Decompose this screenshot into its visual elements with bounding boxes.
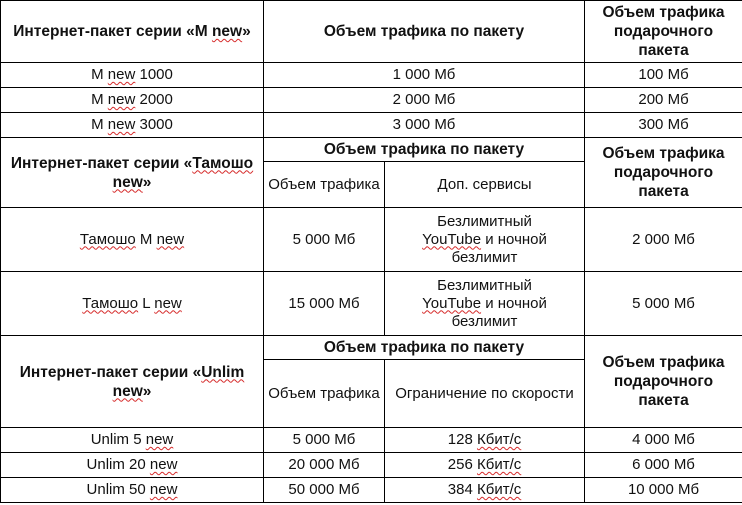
table-row <box>1 63 742 88</box>
package-name: Unlim 20 new <box>1 453 264 478</box>
table-row <box>1 272 742 336</box>
section3-package-header: Интернет-пакет серии «Unlim new» <box>1 336 264 428</box>
section1-header-row <box>1 1 742 63</box>
package-name: M new 2000 <box>1 88 264 113</box>
traffic-value: 5 000 Мб <box>264 428 385 453</box>
section2-traffic-group-header: Объем трафика по пакету <box>264 138 585 162</box>
section2-package-header: Интернет-пакет серии «Тамошо new» <box>1 138 264 208</box>
services-value: Безлимитный YouTube и ночной безлимит <box>385 272 585 336</box>
gift-value: 200 Мб <box>585 88 742 113</box>
speed-value: 128 Кбит/с <box>385 428 585 453</box>
traffic-value: 50 000 Мб <box>264 478 385 503</box>
section1-gift-header: Объем трафика подарочного пакета <box>585 1 742 63</box>
gift-value: 5 000 Мб <box>585 272 742 336</box>
section2-services-subheader: Доп. сервисы <box>385 162 585 208</box>
package-name: M new 3000 <box>1 113 264 138</box>
gift-value: 300 Мб <box>585 113 742 138</box>
gift-value: 100 Мб <box>585 63 742 88</box>
gift-value: 4 000 Мб <box>585 428 742 453</box>
section1-package-header: Интернет-пакет серии «М new» <box>1 1 264 63</box>
package-name: Unlim 5 new <box>1 428 264 453</box>
package-name: M new 1000 <box>1 63 264 88</box>
section2-traffic-subheader: Объем трафика <box>264 162 385 208</box>
table-row <box>1 453 742 478</box>
table-row <box>1 478 742 503</box>
traffic-value: 1 000 Мб <box>264 63 585 88</box>
traffic-value: 20 000 Мб <box>264 453 385 478</box>
section3-header-row <box>1 336 742 360</box>
speed-value: 256 Кбит/с <box>385 453 585 478</box>
table-row <box>1 88 742 113</box>
section3-traffic-group-header: Объем трафика по пакету <box>264 336 585 360</box>
package-name: Unlim 50 new <box>1 478 264 503</box>
section3-traffic-subheader: Объем трафика <box>264 360 385 428</box>
package-name: Тамошо M new <box>1 208 264 272</box>
speed-value: 384 Кбит/с <box>385 478 585 503</box>
traffic-value: 2 000 Мб <box>264 88 585 113</box>
services-value: Безлимитный YouTube и ночной безлимит <box>385 208 585 272</box>
section2-gift-header: Объем трафика подарочного пакета <box>585 138 742 208</box>
gift-value: 10 000 Мб <box>585 478 742 503</box>
gift-value: 6 000 Мб <box>585 453 742 478</box>
table-row <box>1 428 742 453</box>
gift-value: 2 000 Мб <box>585 208 742 272</box>
section3-gift-header: Объем трафика подарочного пакета <box>585 336 742 428</box>
table-row <box>1 208 742 272</box>
section2-header-row <box>1 138 742 162</box>
traffic-value: 15 000 Мб <box>264 272 385 336</box>
table-row <box>1 113 742 138</box>
section3-speed-subheader: Ограничение по скорости <box>385 360 585 428</box>
package-name: Тамошо L new <box>1 272 264 336</box>
traffic-value: 3 000 Мб <box>264 113 585 138</box>
traffic-value: 5 000 Мб <box>264 208 385 272</box>
section1-traffic-header: Объем трафика по пакету <box>264 1 585 63</box>
